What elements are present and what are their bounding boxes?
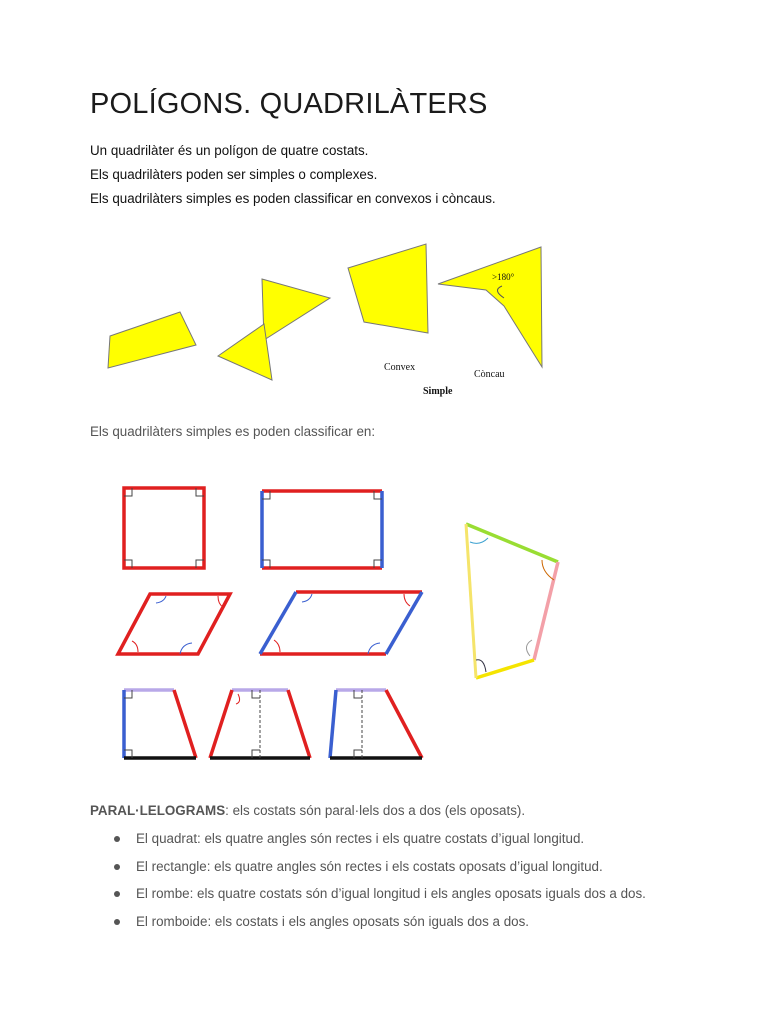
trapezium-shape [466,524,558,678]
classification-intro: Els quadrilàters simples es poden classificar en: [90,424,376,439]
intro-paragraphs [90,143,496,215]
list-item-text: El romboide: els costats i els angles oposats són iguals dos a dos. [136,913,530,929]
convex-label: Convex [384,362,416,373]
intro-line: Un quadrilàter és un polígon de quatre costats. [90,143,369,158]
list-item [112,831,646,847]
list-item [112,886,646,902]
parallelograms-definition [90,803,525,818]
quadrilateral-classification-figure [110,480,570,770]
convex-quadrilateral [348,244,428,333]
bullet-icon [114,891,120,897]
list-item-text: El rombe: els quatre costats són d’igual longitud i els angles oposats iguals dos a dos. [136,886,646,901]
parallelograms-term: PARAL·LELOGRAMS [90,803,226,818]
simple-label: Simple [423,386,453,397]
bullet-icon [114,836,120,842]
rectangle-shape [262,491,382,568]
rhombus-shape [118,594,230,654]
parallelograms-definition-text: : els costats són paral·lels dos a dos (els oposats). [225,803,526,818]
list-item [112,859,646,875]
intro-line: Els quadrilàters poden ser simples o complexes. [90,167,378,182]
list-item [112,914,646,930]
page-title: POLÍGONS. QUADRILÀTERS [90,88,488,120]
list-item-text: El quadrat: els quatre angles són rectes i els quatre costats d’igual longitud. [136,831,585,846]
scalene-trapezoid-shape [330,690,422,758]
complex-quadrilateral-parallelogram [108,312,196,368]
parallelogram-types-list [112,831,646,941]
complex-quadrilateral-bowtie-bottom [218,324,272,380]
bullet-icon [114,864,120,870]
bullet-icon [114,919,120,925]
list-item-text: El rectangle: els quatre angles són rectes i els costats oposats d’igual longitud. [136,858,603,874]
right-trapezoid-shape [124,690,196,758]
isosceles-trapezoid-shape [210,690,310,758]
intro-line: Els quadrilàters simples es poden classificar en convexos i còncaus. [90,191,496,206]
concave-label: Còncau [474,369,505,380]
concave-quadrilateral [438,247,542,367]
quadrilateral-types-figure [100,238,560,403]
rhomboid-shape [260,592,422,654]
reflex-angle-label: >180° [492,272,515,282]
complex-quadrilateral-bowtie-top [262,279,330,340]
square-shape [124,488,204,568]
